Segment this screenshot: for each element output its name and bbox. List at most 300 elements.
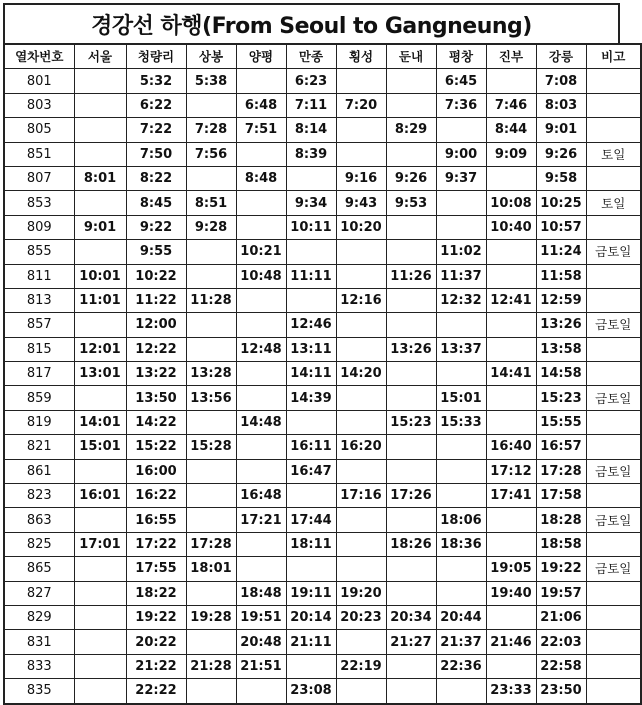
time-cell — [336, 142, 386, 166]
time-cell: 17:12 — [486, 459, 536, 483]
time-cell — [486, 605, 536, 629]
time-cell — [386, 679, 436, 704]
time-cell: 21:37 — [436, 630, 486, 654]
time-cell: 20:14 — [286, 605, 336, 629]
train-number: 821 — [4, 435, 74, 459]
time-cell — [74, 654, 126, 678]
time-cell — [436, 679, 486, 704]
time-cell: 11:28 — [186, 288, 236, 312]
time-cell: 12:22 — [126, 337, 186, 361]
time-cell — [486, 532, 536, 556]
column-header: 강릉 — [536, 44, 586, 69]
time-cell — [74, 142, 126, 166]
time-cell — [74, 459, 126, 483]
time-cell — [436, 191, 486, 215]
time-cell: 19:11 — [286, 581, 336, 605]
train-number: 805 — [4, 118, 74, 142]
train-number: 823 — [4, 484, 74, 508]
table-row — [4, 313, 641, 337]
time-cell: 13:22 — [126, 362, 186, 386]
time-cell: 20:48 — [236, 630, 286, 654]
time-cell: 22:22 — [126, 679, 186, 704]
table-row — [4, 557, 641, 581]
note-cell — [586, 679, 641, 704]
table-row — [4, 605, 641, 629]
time-cell — [486, 508, 536, 532]
time-cell: 8:51 — [186, 191, 236, 215]
train-number: 825 — [4, 532, 74, 556]
time-cell: 13:56 — [186, 386, 236, 410]
train-number: 809 — [4, 215, 74, 239]
time-cell: 15:33 — [436, 410, 486, 434]
table-row — [4, 532, 641, 556]
note-cell — [586, 93, 641, 117]
note-cell: 토일 — [586, 142, 641, 166]
note-cell — [586, 215, 641, 239]
time-cell: 16:40 — [486, 435, 536, 459]
table-row — [4, 410, 641, 434]
time-cell: 18:36 — [436, 532, 486, 556]
note-cell — [586, 69, 641, 93]
time-cell: 21:27 — [386, 630, 436, 654]
note-cell: 금토일 — [586, 508, 641, 532]
time-cell: 5:32 — [126, 69, 186, 93]
time-cell — [386, 215, 436, 239]
time-cell — [386, 459, 436, 483]
time-cell — [486, 313, 536, 337]
time-cell: 18:01 — [186, 557, 236, 581]
column-header: 만종 — [286, 44, 336, 69]
train-number: 861 — [4, 459, 74, 483]
time-cell: 17:58 — [536, 484, 586, 508]
time-cell: 23:50 — [536, 679, 586, 704]
time-cell — [286, 484, 336, 508]
time-cell — [486, 410, 536, 434]
table-row — [4, 581, 641, 605]
time-cell — [386, 581, 436, 605]
time-cell — [386, 508, 436, 532]
time-cell: 14:41 — [486, 362, 536, 386]
time-cell — [236, 557, 286, 581]
time-cell: 17:41 — [486, 484, 536, 508]
time-cell: 17:55 — [126, 557, 186, 581]
time-cell — [186, 166, 236, 190]
time-cell — [236, 313, 286, 337]
time-cell: 8:22 — [126, 166, 186, 190]
time-cell: 10:11 — [286, 215, 336, 239]
time-cell: 19:40 — [486, 581, 536, 605]
time-cell: 8:39 — [286, 142, 336, 166]
time-cell: 14:22 — [126, 410, 186, 434]
time-cell: 21:22 — [126, 654, 186, 678]
time-cell — [186, 264, 236, 288]
time-cell: 19:22 — [126, 605, 186, 629]
time-cell: 21:46 — [486, 630, 536, 654]
note-cell — [586, 532, 641, 556]
time-cell: 20:34 — [386, 605, 436, 629]
train-number: 827 — [4, 581, 74, 605]
time-cell: 19:28 — [186, 605, 236, 629]
column-header: 양평 — [236, 44, 286, 69]
time-cell — [436, 118, 486, 142]
note-cell — [586, 166, 641, 190]
time-cell — [436, 459, 486, 483]
time-cell: 10:48 — [236, 264, 286, 288]
note-cell — [586, 118, 641, 142]
time-cell: 12:16 — [336, 288, 386, 312]
table-row — [4, 362, 641, 386]
time-cell: 8:14 — [286, 118, 336, 142]
time-cell — [286, 410, 336, 434]
time-cell: 10:22 — [126, 264, 186, 288]
time-cell: 22:36 — [436, 654, 486, 678]
time-cell — [336, 679, 386, 704]
time-cell: 9:37 — [436, 166, 486, 190]
time-cell: 16:48 — [236, 484, 286, 508]
time-cell: 14:01 — [74, 410, 126, 434]
time-cell: 6:22 — [126, 93, 186, 117]
table-row — [4, 459, 641, 483]
time-cell: 15:22 — [126, 435, 186, 459]
time-cell — [236, 362, 286, 386]
time-cell: 17:28 — [536, 459, 586, 483]
table-row — [4, 386, 641, 410]
note-cell: 금토일 — [586, 313, 641, 337]
time-cell: 9:55 — [126, 240, 186, 264]
table-row — [4, 142, 641, 166]
time-cell — [386, 240, 436, 264]
note-cell — [586, 630, 641, 654]
time-cell — [186, 484, 236, 508]
table-row — [4, 337, 641, 361]
time-cell: 7:51 — [236, 118, 286, 142]
time-cell: 16:00 — [126, 459, 186, 483]
column-header: 서울 — [74, 44, 126, 69]
time-cell: 22:03 — [536, 630, 586, 654]
table-row — [4, 288, 641, 312]
table-row — [4, 166, 641, 190]
column-header: 둔내 — [386, 44, 436, 69]
train-number: 855 — [4, 240, 74, 264]
time-cell: 11:58 — [536, 264, 586, 288]
time-cell: 10:01 — [74, 264, 126, 288]
time-cell — [436, 435, 486, 459]
header-row — [4, 44, 641, 69]
time-cell — [74, 386, 126, 410]
note-cell: 금토일 — [586, 459, 641, 483]
train-number: 803 — [4, 93, 74, 117]
train-number: 813 — [4, 288, 74, 312]
time-cell: 15:23 — [536, 386, 586, 410]
time-cell — [186, 508, 236, 532]
time-cell: 8:45 — [126, 191, 186, 215]
time-cell — [74, 508, 126, 532]
time-cell: 18:26 — [386, 532, 436, 556]
column-header: 평창 — [436, 44, 486, 69]
table-row — [4, 93, 641, 117]
time-cell: 13:01 — [74, 362, 126, 386]
time-cell: 19:05 — [486, 557, 536, 581]
table-row — [4, 118, 641, 142]
note-cell: 금토일 — [586, 240, 641, 264]
time-cell: 9:43 — [336, 191, 386, 215]
time-cell: 8:44 — [486, 118, 536, 142]
time-cell — [74, 605, 126, 629]
time-cell — [336, 118, 386, 142]
time-cell: 9:01 — [536, 118, 586, 142]
time-cell — [186, 581, 236, 605]
time-cell: 6:23 — [286, 69, 336, 93]
time-cell: 7:20 — [336, 93, 386, 117]
time-cell — [74, 557, 126, 581]
time-cell — [236, 142, 286, 166]
time-cell: 16:47 — [286, 459, 336, 483]
time-cell: 17:21 — [236, 508, 286, 532]
time-cell: 15:23 — [386, 410, 436, 434]
note-cell — [586, 410, 641, 434]
time-cell: 20:22 — [126, 630, 186, 654]
time-cell: 18:28 — [536, 508, 586, 532]
note-cell — [586, 362, 641, 386]
table-row — [4, 484, 641, 508]
time-cell: 10:20 — [336, 215, 386, 239]
time-cell — [386, 69, 436, 93]
time-cell — [486, 654, 536, 678]
train-number: 829 — [4, 605, 74, 629]
time-cell: 10:25 — [536, 191, 586, 215]
time-cell — [386, 142, 436, 166]
time-cell: 13:11 — [286, 337, 336, 361]
time-cell: 7:22 — [126, 118, 186, 142]
time-cell: 8:29 — [386, 118, 436, 142]
time-cell: 9:26 — [386, 166, 436, 190]
note-cell — [586, 654, 641, 678]
time-cell — [186, 459, 236, 483]
time-cell: 17:28 — [186, 532, 236, 556]
time-cell: 8:48 — [236, 166, 286, 190]
time-cell — [336, 557, 386, 581]
time-cell — [386, 435, 436, 459]
time-cell: 23:08 — [286, 679, 336, 704]
column-header: 횡성 — [336, 44, 386, 69]
time-cell: 17:16 — [336, 484, 386, 508]
time-cell — [74, 581, 126, 605]
time-cell: 9:28 — [186, 215, 236, 239]
time-cell — [236, 191, 286, 215]
time-cell: 7:56 — [186, 142, 236, 166]
time-cell — [386, 313, 436, 337]
time-cell — [74, 191, 126, 215]
time-cell — [436, 581, 486, 605]
time-cell — [74, 240, 126, 264]
time-cell — [186, 313, 236, 337]
time-cell: 7:11 — [286, 93, 336, 117]
time-cell — [436, 313, 486, 337]
time-cell: 9:34 — [286, 191, 336, 215]
time-cell: 14:39 — [286, 386, 336, 410]
table-row — [4, 435, 641, 459]
time-cell — [236, 288, 286, 312]
time-cell: 9:22 — [126, 215, 186, 239]
time-cell: 6:45 — [436, 69, 486, 93]
time-cell — [74, 69, 126, 93]
time-cell: 20:44 — [436, 605, 486, 629]
train-number: 857 — [4, 313, 74, 337]
time-cell — [74, 93, 126, 117]
time-cell — [486, 69, 536, 93]
time-cell — [386, 288, 436, 312]
time-cell: 9:09 — [486, 142, 536, 166]
time-cell — [286, 166, 336, 190]
time-cell — [336, 630, 386, 654]
table-row — [4, 69, 641, 93]
note-cell: 금토일 — [586, 557, 641, 581]
time-cell — [336, 240, 386, 264]
time-cell — [436, 484, 486, 508]
time-cell: 21:51 — [236, 654, 286, 678]
time-cell — [486, 166, 536, 190]
time-cell: 5:38 — [186, 69, 236, 93]
table-row — [4, 508, 641, 532]
train-number: 819 — [4, 410, 74, 434]
time-cell — [386, 362, 436, 386]
column-header: 열차번호 — [4, 44, 74, 69]
time-cell — [386, 557, 436, 581]
time-cell: 16:01 — [74, 484, 126, 508]
time-cell — [436, 362, 486, 386]
time-cell: 13:37 — [436, 337, 486, 361]
table-row — [4, 679, 641, 704]
train-number: 811 — [4, 264, 74, 288]
time-cell — [336, 508, 386, 532]
time-cell: 10:40 — [486, 215, 536, 239]
note-cell — [586, 581, 641, 605]
timetable-body — [4, 69, 641, 704]
table-row — [4, 630, 641, 654]
time-cell: 21:11 — [286, 630, 336, 654]
time-cell — [74, 630, 126, 654]
time-cell: 16:57 — [536, 435, 586, 459]
note-cell — [586, 264, 641, 288]
time-cell — [386, 654, 436, 678]
time-cell — [336, 532, 386, 556]
time-cell: 19:20 — [336, 581, 386, 605]
time-cell: 10:08 — [486, 191, 536, 215]
note-cell — [586, 337, 641, 361]
time-cell: 13:26 — [536, 313, 586, 337]
time-cell: 11:01 — [74, 288, 126, 312]
time-cell: 16:11 — [286, 435, 336, 459]
time-cell: 9:58 — [536, 166, 586, 190]
time-cell — [386, 386, 436, 410]
time-cell — [236, 532, 286, 556]
time-cell — [336, 69, 386, 93]
train-number: 801 — [4, 69, 74, 93]
time-cell — [486, 386, 536, 410]
time-cell — [236, 215, 286, 239]
train-number: 853 — [4, 191, 74, 215]
time-cell: 18:22 — [126, 581, 186, 605]
time-cell — [236, 435, 286, 459]
note-cell: 금토일 — [586, 386, 641, 410]
table-row — [4, 240, 641, 264]
time-cell — [336, 264, 386, 288]
time-cell — [286, 240, 336, 264]
time-cell: 16:22 — [126, 484, 186, 508]
time-cell — [286, 288, 336, 312]
time-cell: 22:19 — [336, 654, 386, 678]
time-cell: 9:16 — [336, 166, 386, 190]
train-number: 851 — [4, 142, 74, 166]
time-cell: 11:22 — [126, 288, 186, 312]
time-cell: 18:48 — [236, 581, 286, 605]
time-cell: 9:00 — [436, 142, 486, 166]
time-cell: 13:58 — [536, 337, 586, 361]
time-cell — [486, 264, 536, 288]
time-cell: 7:36 — [436, 93, 486, 117]
time-cell: 20:23 — [336, 605, 386, 629]
time-cell: 19:57 — [536, 581, 586, 605]
time-cell: 15:01 — [436, 386, 486, 410]
train-number: 859 — [4, 386, 74, 410]
time-cell: 13:26 — [386, 337, 436, 361]
time-cell: 21:28 — [186, 654, 236, 678]
train-number: 833 — [4, 654, 74, 678]
time-cell — [336, 386, 386, 410]
time-cell: 19:51 — [236, 605, 286, 629]
time-cell: 11:11 — [286, 264, 336, 288]
note-cell: 토일 — [586, 191, 641, 215]
train-number: 815 — [4, 337, 74, 361]
time-cell: 12:01 — [74, 337, 126, 361]
time-cell: 15:55 — [536, 410, 586, 434]
time-cell: 11:37 — [436, 264, 486, 288]
time-cell — [236, 679, 286, 704]
time-cell — [336, 313, 386, 337]
table-row — [4, 191, 641, 215]
time-cell: 9:01 — [74, 215, 126, 239]
time-cell — [74, 118, 126, 142]
train-number: 817 — [4, 362, 74, 386]
time-cell: 12:46 — [286, 313, 336, 337]
time-cell: 12:41 — [486, 288, 536, 312]
train-number: 865 — [4, 557, 74, 581]
time-cell — [486, 240, 536, 264]
time-cell: 15:28 — [186, 435, 236, 459]
time-cell: 17:01 — [74, 532, 126, 556]
time-cell — [236, 386, 286, 410]
table-row — [4, 215, 641, 239]
time-cell: 23:33 — [486, 679, 536, 704]
time-cell: 18:11 — [286, 532, 336, 556]
time-cell: 17:26 — [386, 484, 436, 508]
time-cell — [74, 313, 126, 337]
time-cell — [186, 240, 236, 264]
time-cell — [236, 459, 286, 483]
time-cell: 18:58 — [536, 532, 586, 556]
time-cell: 10:57 — [536, 215, 586, 239]
column-header: 비고 — [586, 44, 641, 69]
time-cell: 17:44 — [286, 508, 336, 532]
timetable-title: 경강선 하행(From Seoul to Gangneung) — [3, 3, 620, 43]
time-cell: 21:06 — [536, 605, 586, 629]
time-cell — [186, 93, 236, 117]
time-cell: 17:22 — [126, 532, 186, 556]
time-cell — [486, 337, 536, 361]
timetable — [3, 43, 642, 705]
time-cell — [186, 679, 236, 704]
train-number: 863 — [4, 508, 74, 532]
